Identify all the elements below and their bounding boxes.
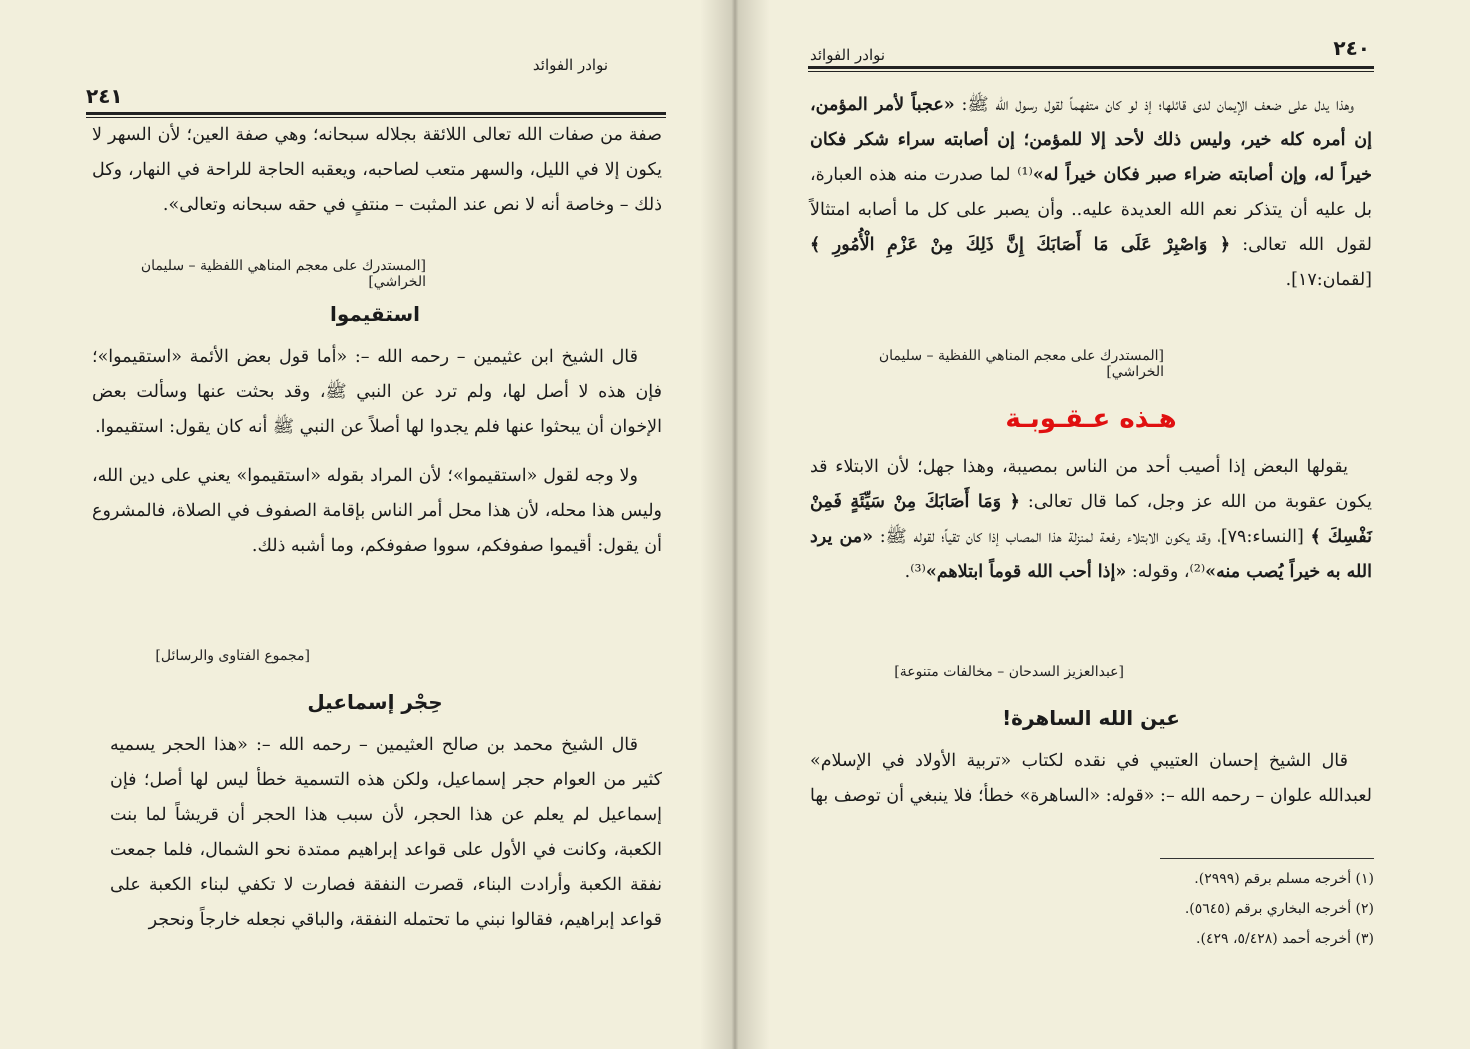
book-gutter-shadow xyxy=(700,0,770,1049)
right-quran-2: ﴿ وَمَا أَصَابَكَ مِنْ سَيِّئَةٍ فَمِنْ نَفْسِكَ ﴾ xyxy=(810,492,1372,547)
left-intro-source: [المستدرك على معجم المناهي اللفظية – سليمان الخراشي] xyxy=(140,258,426,290)
right-page-header: نوادر الفوائد xyxy=(810,46,886,64)
footnotes xyxy=(978,864,1374,954)
left-section2-title: حِجْر إسماعيل xyxy=(307,690,443,714)
right-section1-source: [عبدالعزيز السدحان – مخالفات متنوعة] xyxy=(894,664,1124,680)
right-hadith-3: «إذا أحب الله قوماً ابتلاهم» xyxy=(925,562,1127,582)
right-quran-1: ﴿ وَاصْبِرْ عَلَى مَا أَصَابَكَ إِنَّ ذَلِكَ مِنْ عَزْمِ الْأُمُورِ ﴾ xyxy=(810,235,1231,255)
right-section1-part-c: ⁽²⁾، وقوله: xyxy=(1131,562,1206,582)
footnote-rule xyxy=(1160,858,1374,859)
left-intro-text xyxy=(92,118,662,223)
left-section1-title: استقيموا xyxy=(329,302,421,326)
right-intro-paragraph xyxy=(810,88,1372,298)
left-page-header: نوادر الفوائد xyxy=(532,56,608,74)
left-section1-body xyxy=(92,340,662,564)
left-section2-body xyxy=(110,728,662,938)
right-section1-paragraph xyxy=(810,450,1372,590)
right-intro-part-2: ⁽¹⁾ لما صدرت منه هذه العبارة، بل عليه أن يتذكر نعم الله العديدة عليه.. وأن يصبر على كل ما أصابه امتثالاً لقول الله تعالى: xyxy=(810,165,1372,255)
right-section1-body xyxy=(810,450,1372,590)
right-header-rule xyxy=(808,66,1374,72)
right-quran-1-ref: [لقمان:١٧]. xyxy=(1285,270,1372,290)
right-section1-title: هـذه عـقـوبـة xyxy=(1005,404,1177,434)
footnote-1: (١) أخرجه مسلم برقم (٢٩٩٩). xyxy=(1194,871,1374,887)
right-section1-part-a: يقولها البعض إذا أصيب أحد من الناس بمصيبة، وهذا جهل؛ لأن الابتلاء قد يكون عقوبة من الله عز وجل، كما قال تعالى: xyxy=(810,457,1372,512)
right-page xyxy=(728,0,1470,1049)
left-page-number: ٢٤١ xyxy=(86,84,123,108)
right-hadith-2: «من يرد الله به خيراً يُصب منه» xyxy=(810,527,1372,582)
left-section1-source: [مجموع الفتاوى والرسائل] xyxy=(155,648,310,664)
footnote-2: (٢) أخرجه البخاري برقم (٥٦٤٥). xyxy=(1184,901,1374,917)
right-section2-body xyxy=(810,744,1372,814)
right-section1-part-b: ، وقد يكون الابتلاء رفعة لمنزلة هذا المصاب إذا كان تقياً؛ لقوله ﷺ: xyxy=(879,527,1221,547)
right-section1-part-d: ⁽³⁾. xyxy=(904,562,926,582)
left-section1-paragraph-2: ولا وجه لقول «استقيموا»؛ لأن المراد بقوله «استقيموا» يعني على دين الله، وليس هذا محله، لأن هذا محل أمر الناس بإقامة الصفوف في الصلاة، فالمشروع أن يقول: أقيموا صفوفكم، سووا صفوفكم، وما أشبه ذلك. xyxy=(92,466,662,556)
left-page xyxy=(0,0,728,1049)
right-intro-part-1: وهذا يدل على ضعف الإيمان لدى قائلها؛ إذ لو كان متفهماً لقول رسول الله ﷺ: xyxy=(961,95,1354,115)
right-hadith-1: «عجباً لأمر المؤمن، إن أمره كله خير، وليس ذلك لأحد إلا للمؤمن؛ إن أصابته سراء شكر فكان خيراً له، وإن أصابته ضراء صبر فكان خيراً له» xyxy=(810,95,1372,185)
footnote-3: (٣) أخرجه أحمد (٥/٤٢٨، ٤٢٩). xyxy=(1196,931,1374,947)
left-section2-paragraph-1: قال الشيخ محمد بن صالح العثيمين – رحمه الله –: «هذا الحجر يسميه كثير من العوام حجر إسماعيل، ولكن هذه التسمية خطأ ليس لها أصل؛ فإن إسماعيل لم يعلم عن هذا الحجر، لأن سبب هذا الحجر أن قريشاً لما بنت الكعبة، وكانت في الأول على قواعد إبراهيم ممتدة نحو الشمال، فلما جمعت نفقة الكعبة وأرادت البناء، قصرت النفقة فصارت لا تكفي لبناء الكعبة على قواعد إبراهيم، فقالوا نبني ما تحتمله النفقة، والباقي نجعله خارجاً ونحجر xyxy=(110,735,662,930)
right-page-number: ٢٤٠ xyxy=(1333,36,1370,60)
left-intro-paragraph: صفة من صفات الله تعالى اللائقة بجلاله سبحانه؛ وهي صفة العين؛ لأن السهر لا يكون إلا في الليل، والسهر متعب لصاحبه، ويعقبه الحاجة للراحة في النهار، وكل ذلك – وخاصة أنه لا نص عند المثبت – منتفٍ في حقه سبحانه وتعالى». xyxy=(92,125,662,215)
right-section2-paragraph: قال الشيخ إحسان العتيبي في نقده لكتاب «تربية الأولاد في الإسلام» لعبدالله علوان – رحمه الله –: «قوله: «الساهرة» خطأ؛ فلا ينبغي أن توصف بها xyxy=(810,751,1372,806)
right-intro-text xyxy=(810,88,1372,298)
right-section2-title: عين الله الساهرة! xyxy=(1002,706,1180,730)
right-intro-source: [المستدرك على معجم المناهي اللفظية – سليمان الخراشي] xyxy=(878,348,1164,380)
left-section1-paragraph-1: قال الشيخ ابن عثيمين – رحمه الله –: «أما قول بعض الأئمة «استقيموا»؛ فإن هذه لا أصل لها، ولم ترد عن النبي ﷺ، وقد بحثت عنها وسألت بعض الإخوان أن يبحثوا عنها فلم يجدوا لها أصلاً عن النبي ﷺ أنه كان يقول: استقيموا. xyxy=(92,347,662,437)
right-quran-2-ref: [النساء:٧٩] xyxy=(1220,527,1304,547)
